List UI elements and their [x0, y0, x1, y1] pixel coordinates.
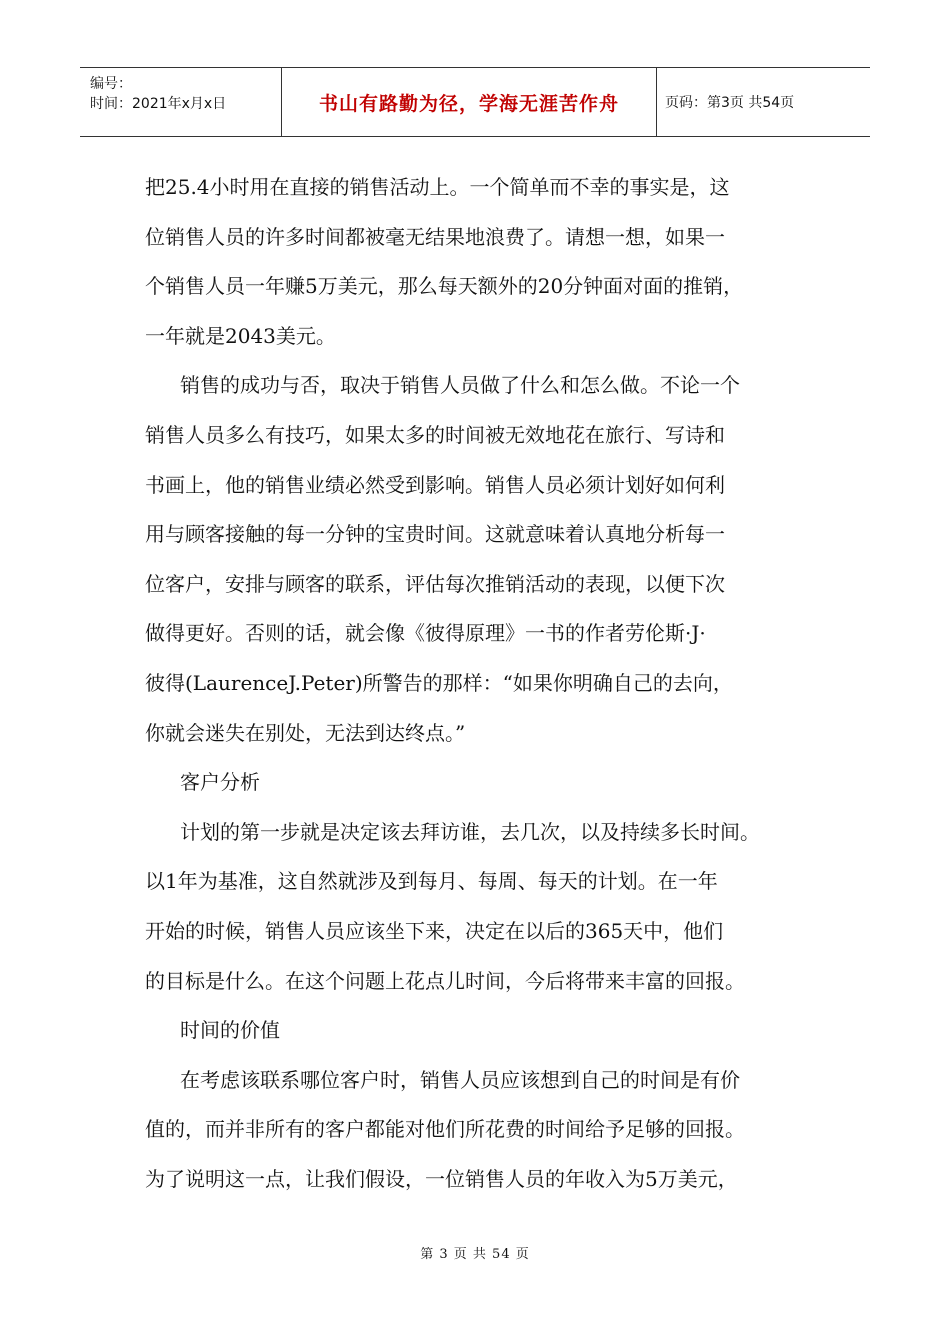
body-line: 你就会迷失在别处，无法到达终点。”	[145, 720, 466, 745]
body-line: 个销售人员一年赚5万美元，那么每天额外的20分钟面对面的推销，	[145, 274, 744, 299]
section-heading-customer-analysis: 客户分析	[180, 770, 260, 795]
body-line: 位客户，安排与顾客的联系，评估每次推销活动的表现，以便下次	[145, 571, 725, 596]
body-line: 把25.4小时用在直接的销售活动上。一个简单而不幸的事实是，这	[145, 175, 730, 199]
body-line: 一年就是2043美元。	[145, 323, 336, 348]
body-line: 做得更好。否则的话，就会像《彼得原理》一书的作者劳伦斯·J·	[145, 621, 706, 646]
page-footer: 第 3 页 共 54 页	[420, 1247, 530, 1262]
body-line: 书画上，他的销售业绩必然受到影响。销售人员必须计划好如何利	[145, 472, 725, 497]
body-line: 销售人员多么有技巧，如果太多的时间被无效地花在旅行、写诗和	[145, 422, 725, 447]
document-date-label: 时间：2021年x月x日	[90, 96, 227, 112]
body-line: 开始的时候，销售人员应该坐下来，决定在以后的365天中，他们	[145, 918, 724, 943]
body-line: 在考虑该联系哪位客户时，销售人员应该想到自己的时间是有价	[180, 1067, 740, 1092]
body-line: 位销售人员的许多时间都被毫无结果地浪费了。请想一想，如果一	[145, 224, 725, 249]
header-meta-cell	[80, 68, 282, 136]
body-line: 销售的成功与否，取决于销售人员做了什么和怎么做。不论一个	[180, 373, 740, 398]
section-heading-value-of-time: 时间的价值	[180, 1018, 280, 1043]
page-header	[80, 67, 870, 137]
document-number-label: 编号：	[90, 76, 132, 92]
body-line: 为了说明这一点，让我们假设，一位销售人员的年收入为5万美元，	[145, 1166, 738, 1191]
document-body	[145, 163, 825, 1204]
header-page-info: 页码：第3页 共54页	[665, 95, 795, 111]
body-line: 的目标是什么。在这个问题上花点儿时间，今后将带来丰富的回报。	[145, 968, 745, 993]
body-line: 用与顾客接触的每一分钟的宝贵时间。这就意味着认真地分析每一	[145, 522, 725, 547]
body-line: 计划的第一步就是决定该去拜访谁，去几次，以及持续多长时间。	[180, 819, 760, 844]
body-line: 以1年为基准，这自然就涉及到每月、每周、每天的计划。在一年	[145, 869, 718, 894]
body-line: 值的，而并非所有的客户都能对他们所花费的时间给予足够的回报。	[145, 1117, 745, 1142]
body-line: 彼得(LaurenceJ.Peter)所警告的那样：“如果你明确自己的去向，	[145, 670, 733, 695]
header-motto: 书山有路勤为径，学海无涯苦作舟	[282, 68, 657, 136]
